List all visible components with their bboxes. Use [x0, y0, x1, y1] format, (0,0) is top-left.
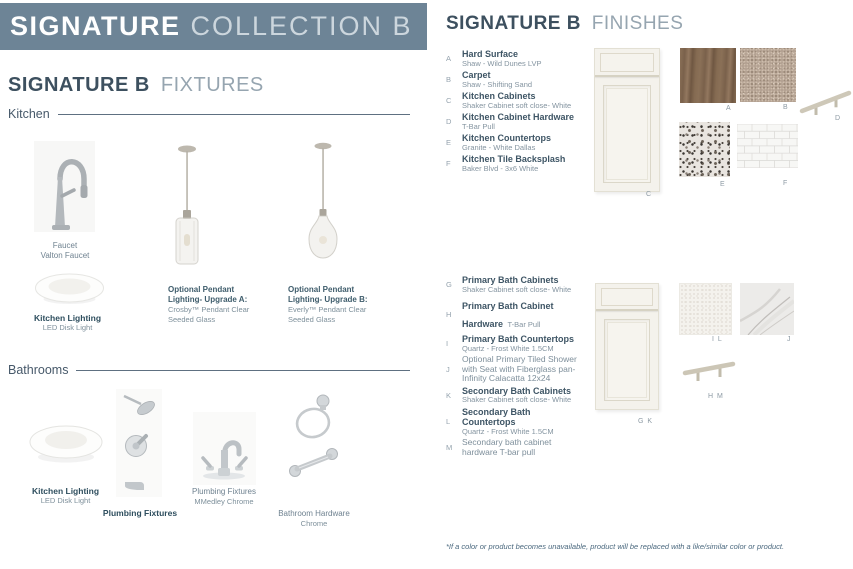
bathrooms-section-label: Bathrooms	[8, 363, 69, 377]
shower-fixtures-image	[116, 389, 162, 497]
finish-title: Primary Bath Countertops	[462, 334, 575, 344]
finish-item-kitchen-backsplash	[446, 154, 592, 173]
kitchen-cabinet-door-swatch	[594, 48, 660, 192]
finishes-heading	[446, 13, 683, 35]
finish-item-primary-bath-cabinet-hardware	[446, 296, 580, 332]
kitchen-tbar-pull-swatch	[798, 84, 853, 117]
kitchen-disk-light-image	[33, 269, 106, 309]
bath-faucet-subtitle: MMedley Chrome	[194, 496, 254, 506]
finish-letter: K	[446, 390, 452, 400]
kitchen-lighting-title: Kitchen Lighting	[33, 313, 102, 323]
finish-title: Secondary Bath Countertops	[462, 406, 531, 427]
finish-item-kitchen-cabinets	[446, 91, 592, 110]
swatch-label-gk: G K	[638, 418, 654, 425]
swatch-label-e: E	[720, 181, 726, 188]
kitchen-faucet-image	[34, 141, 95, 232]
bath-lighting-title: Kitchen Lighting	[31, 486, 100, 496]
finish-subtitle: Quartz - Frost White 1.5CM	[462, 343, 554, 353]
pendant-b-drawing	[299, 140, 347, 268]
finish-letter: J	[446, 364, 450, 374]
finish-title: Kitchen Cabinet Hardware	[462, 112, 575, 122]
bath-lighting-label	[13, 486, 118, 506]
kitchen-faucet-label	[18, 241, 112, 260]
finish-title: Kitchen Countertops	[462, 133, 551, 143]
finish-item-hard-surface	[446, 49, 592, 68]
finish-subtitle: T-Bar Pull	[507, 320, 541, 329]
pendant-b-subtitle: Everly™ Pendant Clear Seeded Glass	[288, 305, 367, 324]
finish-title: Hard Surface	[462, 49, 519, 59]
kitchen-section-rule	[58, 114, 410, 115]
finish-item-secondary-bath-cabinet-hardware	[446, 438, 580, 457]
calacatta-tile-swatch	[740, 283, 794, 335]
finish-item-primary-bath-countertops	[446, 334, 580, 353]
finish-title: Secondary Bath Cabinets	[462, 385, 572, 396]
pendant-a-drawing	[162, 142, 212, 272]
pendant-b-title: Optional Pendant Lighting- Upgrade B:	[288, 285, 368, 304]
hard-surface-swatch	[680, 48, 736, 103]
finish-subtitle: Granite - White Dallas	[462, 142, 536, 152]
bath-lighting-subtitle: LED Disk Light	[40, 496, 91, 505]
finish-title: Carpet	[462, 70, 491, 80]
finish-title: Primary Bath Cabinet Hardware	[462, 301, 554, 329]
cabinet-door-front	[596, 311, 658, 409]
finish-subtitle: Shaw - Shifting Sand	[462, 79, 533, 89]
finish-letter: I	[446, 339, 449, 348]
finish-subtitle: T-Bar Pull	[462, 121, 495, 131]
fixtures-heading-light: FIXTURES	[160, 74, 264, 96]
kitchen-section-label: Kitchen	[8, 107, 50, 121]
swatch-label-c: C	[646, 191, 653, 198]
kitchen-faucet-drawing	[34, 141, 95, 232]
banner-title-strong: SIGNATURE	[10, 11, 181, 41]
quartz-countertop-swatch	[679, 283, 732, 335]
shower-fixtures-label	[95, 508, 185, 518]
pendant-a-image	[162, 142, 212, 272]
finish-subtitle: Quartz - Frost White 1.5CM	[462, 426, 554, 436]
subway-tile-drawing	[737, 124, 798, 168]
finish-subtitle: Shaw - Wild Dunes LVP	[462, 58, 542, 68]
bathrooms-section-divider	[8, 363, 410, 377]
swatch-label-j: J	[787, 336, 792, 343]
cabinet-door-front	[595, 77, 659, 191]
finish-item-kitchen-cabinet-hardware	[446, 112, 592, 131]
finish-letter: L	[446, 416, 451, 426]
finishes-heading-light: FINISHES	[591, 13, 684, 34]
finish-letter: E	[446, 138, 452, 147]
cabinet-door-panel	[604, 319, 650, 401]
bath-finishes-list	[446, 275, 580, 459]
kitchen-finishes-list	[446, 49, 592, 175]
finish-letter: D	[446, 117, 452, 126]
finish-item-optional-tiled-shower	[446, 355, 580, 384]
finish-letter: G	[446, 280, 452, 289]
pendant-a-title: Optional Pendant Lighting- Upgrade A:	[168, 285, 248, 304]
faucet-subtitle: Valton Faucet	[40, 250, 90, 260]
finish-item-kitchen-countertops	[446, 133, 592, 152]
bathroom-hardware-title: Bathroom Hardware	[278, 509, 350, 518]
finish-letter: H	[446, 309, 452, 319]
swatch-label-il: I L	[712, 336, 723, 343]
bath-tbar-pull-swatch	[680, 353, 738, 388]
finish-title: Optional Primary Tiled Shower with Seat with Fiberglass pan- Infinity Calacatta 12x24	[462, 354, 577, 383]
swatch-label-a: A	[726, 105, 732, 112]
collection-banner	[0, 3, 427, 50]
bath-disk-light-image	[27, 417, 105, 469]
shower-fixtures-drawing	[116, 389, 162, 497]
pendant-a-label	[168, 285, 260, 324]
bathrooms-section-rule	[76, 370, 410, 371]
swatch-label-hm: H M	[708, 393, 724, 400]
fixtures-heading-strong: SIGNATURE B	[8, 74, 150, 96]
finish-subtitle: Shaker Cabinet soft close- White	[462, 284, 572, 294]
bath-cabinet-door-swatch	[595, 283, 659, 410]
availability-footnote: *If a color or product becomes unavailable, product will be replaced with a like/similar color or product.	[446, 542, 785, 551]
finish-letter: M	[446, 443, 453, 452]
shower-fixtures-title: Plumbing Fixtures	[102, 508, 178, 518]
finish-title: Primary Bath Cabinets	[462, 275, 559, 285]
finish-title: Kitchen Tile Backsplash	[462, 154, 566, 164]
cabinet-drawer-front	[600, 53, 654, 72]
granite-countertop-swatch	[679, 122, 730, 177]
bath-faucet-label	[178, 487, 270, 506]
finish-title: Kitchen Cabinets	[462, 91, 536, 101]
tbar-pull-drawing	[680, 353, 738, 388]
bathroom-hardware-subtitle: Chrome	[300, 518, 328, 528]
swatch-label-b: B	[783, 104, 789, 111]
kitchen-lighting-subtitle: LED Disk Light	[42, 323, 93, 332]
finish-letter: C	[446, 96, 452, 105]
finishes-heading-strong: SIGNATURE B	[446, 13, 581, 34]
finish-subtitle: Shaker Cabinet soft close- White	[462, 395, 572, 404]
kitchen-lighting-label	[15, 313, 120, 333]
faucet-title: Faucet	[52, 241, 78, 250]
bathroom-hardware-drawing	[283, 391, 345, 491]
banner-title-light: COLLECTION B	[190, 11, 413, 41]
kitchen-section-divider	[8, 107, 410, 121]
bath-disk-light-drawing	[27, 417, 105, 469]
fixtures-heading	[8, 74, 264, 97]
finish-subtitle: Baker Blvd - 3x6 White	[462, 163, 539, 173]
carpet-swatch	[740, 48, 796, 102]
bathroom-hardware-label	[270, 509, 358, 528]
pendant-b-image	[299, 140, 347, 268]
finish-item-secondary-bath-cabinets	[446, 386, 580, 405]
finish-letter: B	[446, 75, 452, 84]
finish-item-secondary-bath-countertops	[446, 407, 580, 437]
finish-subtitle: Shaker Cabinet soft close- White	[462, 100, 572, 110]
bath-faucet-title: Plumbing Fixtures	[191, 487, 257, 496]
finish-letter: A	[446, 54, 452, 63]
calacatta-tile-drawing	[740, 283, 794, 335]
cabinet-drawer-front	[601, 288, 653, 306]
pendant-a-subtitle: Crosby™ Pendant Clear Seeded Glass	[168, 305, 250, 324]
finish-title: Secondary bath cabinet hardware T-bar pull	[462, 437, 552, 457]
bath-faucet-drawing	[193, 412, 256, 485]
pendant-b-label	[288, 285, 380, 324]
subway-tile-swatch	[737, 124, 798, 168]
swatch-label-d: D	[835, 115, 842, 122]
kitchen-disk-light-drawing	[33, 269, 106, 309]
finish-item-primary-bath-cabinets	[446, 275, 580, 294]
swatch-label-f: F	[783, 180, 789, 187]
bath-faucet-image	[193, 412, 256, 485]
finish-item-carpet	[446, 70, 592, 89]
finish-letter: F	[446, 159, 451, 168]
cabinet-door-panel	[603, 85, 651, 183]
tbar-pull-drawing	[798, 84, 853, 117]
bathroom-hardware-image	[283, 391, 345, 491]
